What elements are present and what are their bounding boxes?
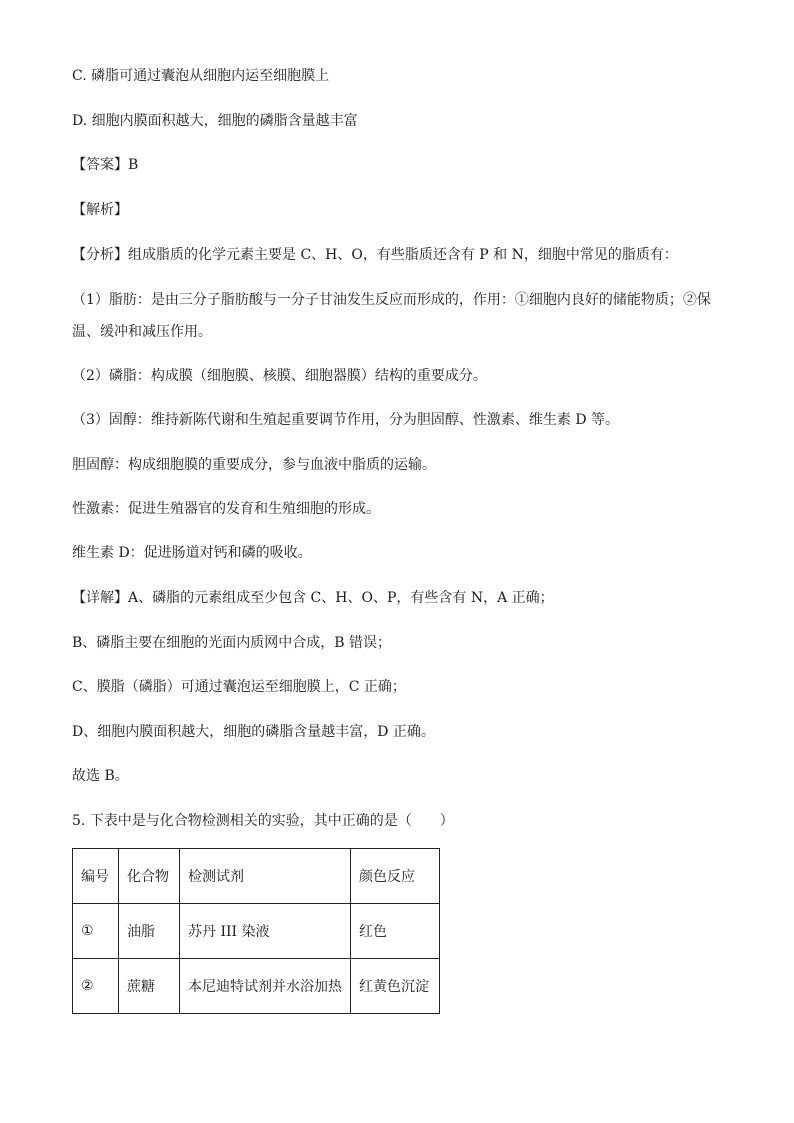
table-cell: 蔗糖 — [119, 959, 180, 1014]
table-row — [73, 959, 440, 1014]
detail-a: 【详解】A、磷脂的元素组成至少包含 C、H、O、P，有些含有 N，A 正确； — [72, 590, 554, 606]
table-row — [73, 904, 440, 959]
answer-line: 【答案】B — [72, 157, 139, 173]
table-cell: ① — [73, 904, 119, 959]
table-cell: 红黄色沉淀 — [351, 959, 440, 1014]
analysis-heading: 【解析】 — [72, 202, 128, 218]
header-cell: 化合物 — [119, 849, 180, 904]
compound-test-table — [72, 848, 440, 1014]
option-c: C. 磷脂可通过囊泡从细胞内运至细胞膜上 — [72, 68, 330, 84]
sterol-item: （3）固醇：维持新陈代谢和生殖起重要调节作用，分为胆固醇、性激素、维生素 D 等。 — [72, 412, 620, 428]
header-cell: 编号 — [73, 849, 119, 904]
table-cell: ② — [73, 959, 119, 1014]
header-cell: 检测试剂 — [180, 849, 351, 904]
table-cell: 苏丹 III 染液 — [180, 904, 351, 959]
sex-hormone-line: 性激素：促进生殖器官的发育和生殖细胞的形成。 — [72, 501, 380, 517]
detail-c: C、膜脂（磷脂）可通过囊泡运至细胞膜上，C 正确； — [72, 679, 406, 695]
detail-d: D、细胞内膜面积越大，细胞的磷脂含量越丰富，D 正确。 — [72, 724, 435, 740]
table-cell: 红色 — [351, 904, 440, 959]
option-d: D. 细胞内膜面积越大，细胞的磷脂含量越丰富 — [72, 113, 358, 129]
fat-item: （1）脂肪：是由三分子脂肪酸与一分子甘油发生反应而形成的，作用：①细胞内良好的储能物质；②保温、缓冲和减压作用。 — [72, 292, 711, 340]
header-cell: 颜色反应 — [351, 849, 440, 904]
vitamin-d-line: 维生素 D：促进肠道对钙和磷的吸收。 — [72, 545, 312, 561]
question-5: 5. 下表中是与化合物检测相关的实验，其中正确的是（ ） — [72, 813, 454, 829]
analysis-intro: 【分析】组成脂质的化学元素主要是 C、H、O，有些脂质还含有 P 和 N，细胞中常见的脂质有： — [72, 247, 678, 263]
conclusion-line: 故选 B。 — [72, 768, 129, 784]
table-header-row — [73, 849, 440, 904]
detail-b: B、磷脂主要在细胞的光面内质网中合成，B 错误； — [72, 635, 392, 651]
table-cell: 油脂 — [119, 904, 180, 959]
cholesterol-line: 胆固醇：构成细胞膜的重要成分，参与血液中脂质的运输。 — [72, 457, 436, 473]
phospholipid-item: （2）磷脂：构成膜（细胞膜、核膜、细胞器膜）结构的重要成分。 — [72, 368, 487, 384]
table-cell: 本尼迪特试剂并水浴加热 — [180, 959, 351, 1014]
